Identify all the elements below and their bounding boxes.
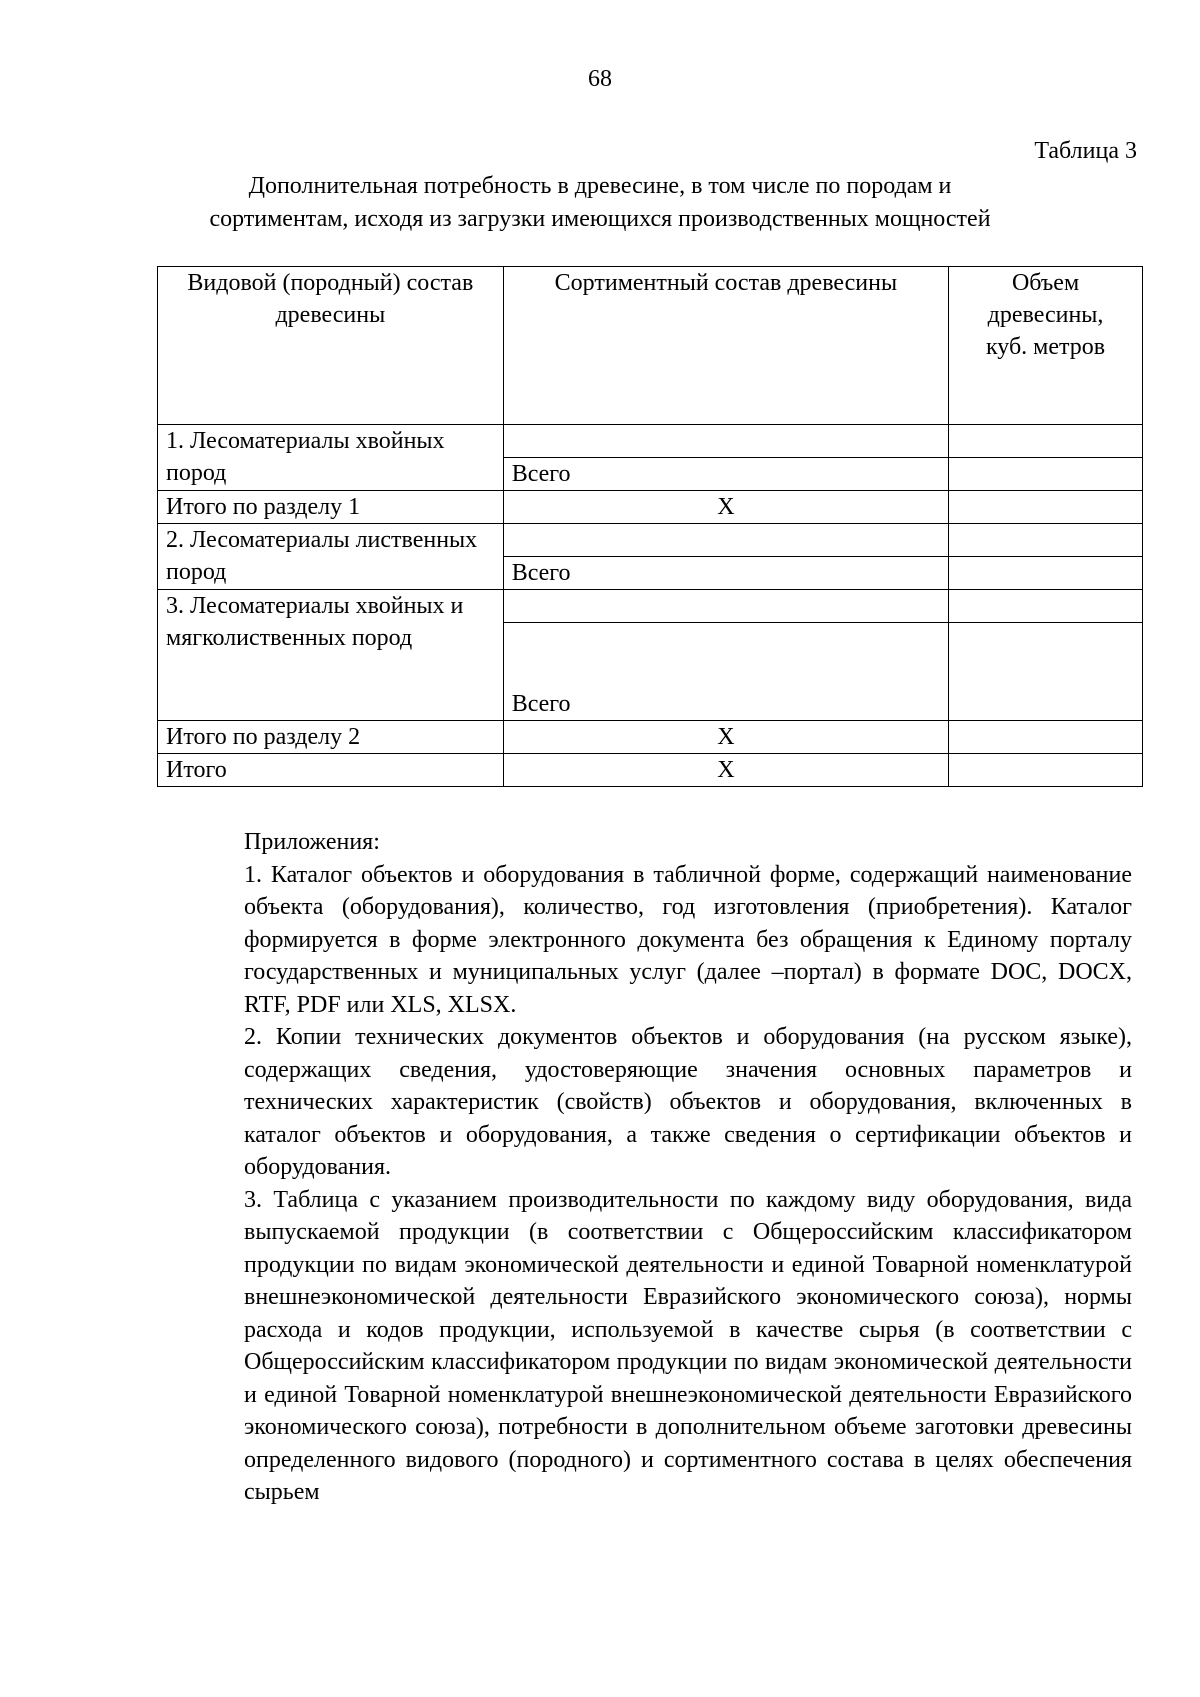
section1-total-label: Итого по разделу 1	[158, 491, 504, 524]
grand-total-mark: Х	[503, 754, 948, 787]
empty-cell	[949, 623, 1143, 721]
wood-demand-table	[157, 266, 1143, 787]
hardwood-label: 2. Лесоматериалы лиственных пород	[158, 524, 504, 590]
page-number: 68	[588, 66, 612, 92]
empty-cell	[949, 754, 1143, 787]
table-row	[158, 721, 1143, 754]
header-volume-line-3: куб. метров	[985, 334, 1106, 360]
empty-cell	[949, 491, 1143, 524]
table-caption-line-1: Дополнительная потребность в древесине, в том числе по породам и	[248, 173, 952, 199]
table-row	[158, 425, 1143, 458]
section1-total-mark: Х	[503, 491, 948, 524]
empty-cell	[949, 524, 1143, 557]
mixed-label: 3. Лесоматериалы хвойных и мягколиственных пород	[158, 590, 504, 721]
empty-cell	[503, 425, 948, 458]
softwood-total: Всего	[503, 458, 948, 491]
empty-cell	[949, 425, 1143, 458]
appendix-item-3: 3. Таблица с указанием производительности по каждому виду оборудования, вида выпускаемой продукции (в соответствии с Общероссийским классификатором продукции по видам экономической деятельности и единой Товарной номенклатурой внешнеэкономической деятельности Евразийского экономического союза), нормы расхода и кодов продукции, используемой в качестве сырья (в соответствии с Общероссийским классификатором продукции по видам экономической деятельности и единой Товарной номенклатурой внешнеэкономической деятельности Евразийского экономического союза), потребности в дополнительном объеме заготовки древесины определенного видового (породного) и сортиментного состава в целях обеспечения сырьем	[244, 1186, 1132, 1505]
header-assortment-composition: Сортиментный состав древесины	[503, 267, 948, 425]
softwood-label: 1. Лесоматериалы хвойных пород	[158, 425, 504, 491]
appendix-item-2: 2. Копии технических документов объектов и оборудования (на русском языке), содержащих сведения, удостоверяющие значения основных параметров и технических характеристик (свойств) объектов и оборудования, включенных в каталог объектов и оборудования, а также сведения о сертификации объектов и оборудования.	[244, 1024, 1132, 1180]
appendix-heading: Приложения:	[244, 829, 380, 855]
table-caption-line-2: сортиментам, исходя из загрузки имеющихся производственных мощностей	[209, 206, 991, 232]
table-row	[158, 590, 1143, 623]
table-row	[158, 491, 1143, 524]
table-caption	[160, 170, 1040, 236]
table-row	[158, 524, 1143, 557]
empty-cell	[503, 524, 948, 557]
header-volume	[949, 267, 1143, 425]
appendix-item-1: 1. Каталог объектов и оборудования в табличной форме, содержащий наименование объекта (оборудования), количество, год изготовления (приобретения). Каталог формируется в форме электронного документа без обращения к Единому порталу государственных и муниципальных услуг (далее –портал) в формате DOC, DOCX, RTF, PDF или XLS, XLSX.	[244, 861, 1132, 1018]
hardwood-total: Всего	[503, 557, 948, 590]
grand-total-label: Итого	[158, 754, 504, 787]
mixed-total: Всего	[503, 623, 948, 721]
table-row	[158, 754, 1143, 787]
empty-cell	[949, 557, 1143, 590]
empty-cell	[949, 590, 1143, 623]
section2-total-mark: Х	[503, 721, 948, 754]
table-label: Таблица 3	[1034, 138, 1137, 164]
table-header-row	[158, 267, 1143, 425]
section2-total-label: Итого по разделу 2	[158, 721, 504, 754]
empty-cell	[949, 721, 1143, 754]
header-volume-line-1: Объем	[1011, 270, 1080, 296]
header-volume-line-2: древесины,	[987, 302, 1104, 328]
empty-cell	[503, 590, 948, 623]
header-species-composition: Видовой (породный) состав древесины	[158, 267, 504, 425]
empty-cell	[949, 458, 1143, 491]
appendix-section	[244, 826, 1132, 1509]
